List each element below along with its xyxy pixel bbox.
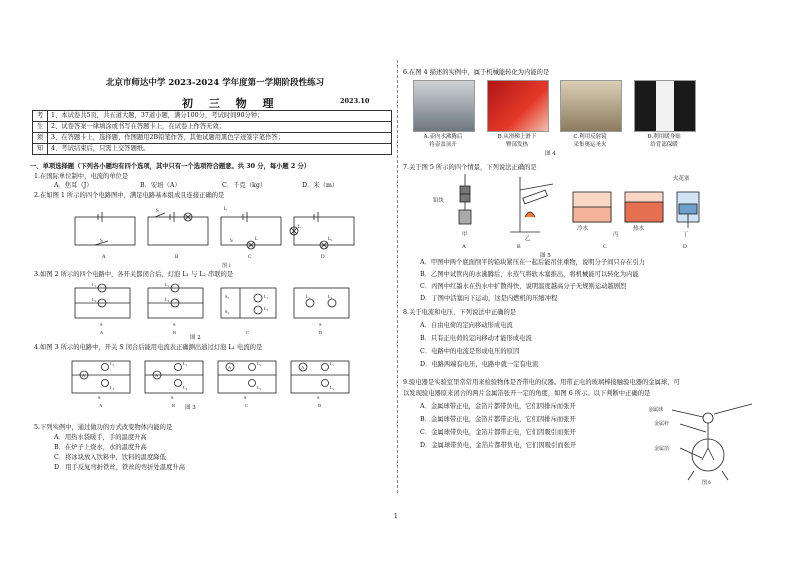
- fig3-mark: S: [317, 395, 320, 400]
- fig3-label: B: [172, 403, 176, 408]
- fig1-label: D: [321, 255, 325, 260]
- fig2-mark: S₁: [225, 294, 230, 299]
- fig1-caption: 图 1: [222, 264, 231, 268]
- notice-key: 须: [33, 133, 48, 144]
- fig5-tag: 铅块: [433, 198, 445, 204]
- fig2-mark: S: [173, 322, 176, 327]
- fig2-mark: L₂: [92, 297, 97, 302]
- q3-stem: 3.如图 2 所示的四个电路中，各开关都闭合后，灯泡 L₁ 与 L₂ 串联的是: [34, 271, 234, 278]
- fig6-tag: 金属球: [648, 408, 664, 413]
- fig5-sublabel: 乙: [525, 236, 531, 242]
- q8-stem: 8.关于电流和电压，下列说法中正确的是: [403, 309, 517, 316]
- q4-stem: 4.如图 3 所示的电路中，开关 S 闭合后能用电流表正确测出通过灯泡 L₁ 电流的是: [34, 344, 263, 351]
- fig2-label: C: [246, 330, 250, 335]
- fig2-mark: S: [319, 322, 322, 327]
- section-heading: 一、单项选择题（下列各小题均有四个选项，其中只有一个选项符合题意。共 30 分，每小题 2 分）: [30, 163, 311, 170]
- q7-stem: 7.关于图 5 所示的四个情景，下列说法正确的是: [403, 164, 537, 171]
- fig3-mark: A: [301, 365, 305, 370]
- fig2-mark: S: [100, 322, 103, 327]
- figure-6-electroscope: [640, 400, 770, 485]
- notice-line: 4、考试结束后，只需上交答题纸。: [48, 144, 392, 155]
- q7-option-d: D．丁图中活塞向下运动，这是内燃机的压缩冲程: [420, 295, 558, 302]
- fig1-mark: S: [230, 239, 233, 244]
- fig2-caption: 图 2: [190, 335, 201, 341]
- fig6-tag: 金属箔: [654, 447, 670, 452]
- fig3-label: D: [318, 403, 322, 408]
- q6-caption-c: C.利用反射镜 采集奥运圣火: [573, 134, 607, 148]
- fig1-mark: L: [298, 225, 302, 230]
- page-number: 1: [394, 513, 398, 520]
- fig2-label: D: [319, 330, 323, 335]
- fig1-mark: S: [100, 239, 103, 244]
- fig5-label: D: [683, 244, 687, 250]
- fig2-mark: L₂: [264, 306, 269, 311]
- fig3-mark: S: [171, 395, 174, 400]
- fig3-mark: L₁: [183, 361, 188, 366]
- q8-option-a: A．自由电荷的定向移动形成电流: [420, 322, 513, 329]
- fig5-sublabel: 甲: [462, 232, 468, 238]
- q6-caption-a: A.壶内水沸腾后 将壶盖顶开: [423, 134, 463, 148]
- fig3-mark: S: [244, 395, 247, 400]
- fig5-tag: 冷水: [577, 226, 589, 232]
- q5-option-b: B．在炉子上烧水，水的温度升高: [54, 444, 147, 451]
- fig5-label: C: [603, 244, 607, 250]
- fig2-label: A: [100, 330, 104, 335]
- fig5-sublabel: 丁: [683, 232, 689, 238]
- q8-option-c: C．电路中的电流是形成电压的原因: [420, 348, 520, 355]
- exam-date: 2023.10: [340, 97, 370, 105]
- fig2-label: B: [173, 330, 177, 335]
- fig3-label: C: [245, 403, 249, 408]
- q9-stem-line2: 以发现验电器原来闭合的两片金属箔张开一定的角度，如图 6 所示。以下判断中正确的是: [403, 390, 651, 397]
- column-divider: [397, 60, 398, 493]
- q5-option-d: D．用手反复弯折铁丝，铁丝的弯折处温度升高: [54, 464, 185, 471]
- q5-option-a: A．用热水袋暖手，手的温度升高: [54, 434, 147, 441]
- fig5-caption: 图 5: [540, 253, 551, 259]
- fig3-mark: L₁: [110, 361, 115, 366]
- fig2-mark: L₁: [92, 282, 97, 287]
- figure-5-scenes: [425, 172, 705, 252]
- fig5-tag: 热水: [633, 226, 645, 232]
- q5-stem: 5.下列实例中，通过做功的方式改变物体内能的是: [34, 424, 173, 431]
- fig3-mark: L₂: [183, 385, 188, 390]
- fig1-mark: S: [156, 209, 159, 214]
- fig5-tag: 火花塞: [673, 176, 690, 182]
- fig5-label: B: [517, 244, 521, 250]
- fig1-mark: L: [255, 237, 259, 242]
- q9-option-a: A．金属球带正电，金箔片都带负电，它们因排斥而张开: [420, 403, 576, 410]
- q1-option-d: D．米（m）: [302, 182, 339, 189]
- q1-option-c: C．千克（kg）: [222, 182, 267, 189]
- q9-option-c: C．金属球带负电，金箔片都带正电，它们因吸引而张开: [420, 429, 576, 436]
- notice-key: 生: [33, 122, 48, 133]
- figure-1-circuits: [60, 200, 360, 268]
- subject-title: 初 三 物 理: [182, 97, 280, 110]
- q9-option-d: D．金属球带负电，金箔片都带负电，它们因吸引而张开: [420, 442, 577, 449]
- fig3-mark: S: [98, 395, 101, 400]
- notice-key: 知: [33, 144, 48, 155]
- exam-notice-table: [32, 110, 392, 155]
- fig2-mark: L₁: [264, 294, 269, 299]
- q1-option-b: B．安培（A）: [140, 182, 181, 189]
- fig3-mark: A: [155, 373, 159, 378]
- q9-stem-line1: 9.验电器是实验室里常常用来检验物体是否带电的仪器。用带正电的玻璃棒接触验电器的金属球，可: [403, 379, 680, 386]
- fig1-mark: L₁: [328, 237, 333, 242]
- fig3-mark: L₂: [257, 385, 262, 390]
- fig1-label: A: [102, 255, 106, 260]
- q1-option-a: A．焦耳（J）: [54, 182, 93, 189]
- fig3-mark: A: [82, 373, 86, 378]
- q6-caption-d: D.利用暖身贴 给背部保暖: [647, 134, 681, 148]
- fig2-mark: L₁: [165, 282, 170, 287]
- notice-line: 3、在答题卡上，选择题、作图题用2B铅笔作答，其他试题用黑色字迹签字笔作答；: [48, 133, 392, 144]
- q5-option-c: C．将冰块放入饮料中，饮料的温度降低: [54, 454, 166, 461]
- fig2-mark: L₂: [165, 297, 170, 302]
- fig2-mark: L₂: [328, 294, 333, 299]
- photo-heat-patch: [634, 80, 696, 132]
- fig3-label: A: [99, 403, 103, 408]
- fig6-tag: 金属杆: [654, 422, 670, 427]
- fig5-label: A: [462, 244, 466, 250]
- notice-line: 1、本试卷共5页，共五道大题，37道小题，满分100分，考试时间90分钟；: [48, 111, 392, 122]
- fig3-mark: L₂: [110, 385, 115, 390]
- fig1-label: C: [248, 255, 252, 260]
- fig3-mark: L₁: [330, 361, 335, 366]
- fig3-mark: L₂: [330, 385, 335, 390]
- fig3-mark: A: [228, 365, 232, 370]
- photo-kettle: [413, 80, 475, 132]
- photo-olympic-torch: [560, 80, 622, 132]
- fig3-caption: 图 3: [185, 405, 196, 411]
- q8-option-b: B．只有正电荷的定向移动才能形成电流: [420, 335, 532, 342]
- figure-3-circuits: [60, 353, 360, 413]
- fig5-sublabel: 丙: [613, 232, 619, 238]
- fig3-mark: L₁: [257, 361, 262, 366]
- q6-caption-b: B.从滑梯上滑下 臀部发热: [497, 134, 537, 148]
- fig4-caption: 图 4: [545, 151, 556, 157]
- q1-stem: 1.在国际单位制中，电流的单位是: [34, 173, 129, 180]
- q8-option-d: D．电路两端有电压，电路中就一定有电流: [420, 361, 539, 368]
- exam-title: 北京市师达中学 2023-2024 学年度第一学期阶段性练习: [105, 78, 325, 88]
- q9-option-b: B．金属球带正电，金箔片都带正电，它们因排斥而张开: [420, 416, 576, 423]
- q7-option-c: C．丙图中红墨水在热水中扩散得快，说明温度越高分子无规则运动越剧烈: [420, 283, 627, 290]
- q7-option-a: A．甲图中两个底面削平的铅块紧压在一起后能吊住重物，说明分子间只存在引力: [420, 259, 645, 266]
- notice-key: 考: [33, 111, 48, 122]
- fig6-caption: 图 6: [702, 481, 711, 485]
- q2-stem: 2.在如图 1 所示的四个电路图中，满足电路基本组成且连接正确的是: [34, 192, 225, 199]
- q7-option-b: B．乙图中试管内的水沸腾后，水蒸气将软木塞推出，将机械能可以转化为内能: [420, 271, 639, 278]
- notice-line: 2、试卷答案一律填涂或书写在答题卡上，在试卷上作答无效；: [48, 122, 392, 133]
- fig2-mark: S₂: [225, 309, 230, 314]
- q6-stem: 6.在图 4 描述的实例中，属于机械能转化为内能的是: [403, 69, 550, 76]
- figure-2-circuits: [60, 280, 360, 340]
- photo-slide: [487, 80, 549, 132]
- fig1-label: B: [175, 255, 179, 260]
- fig1-mark: L: [224, 207, 228, 212]
- fig2-mark: L₁: [306, 294, 311, 299]
